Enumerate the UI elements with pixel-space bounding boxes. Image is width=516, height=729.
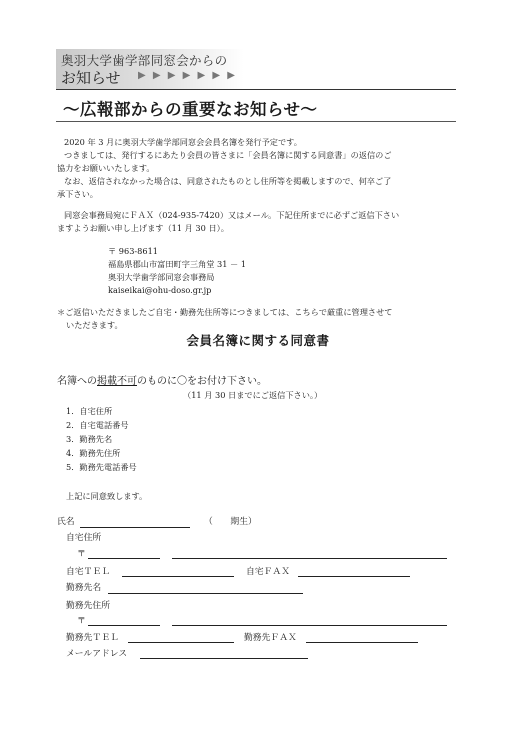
work-tel-label: 勤務先ＴＥＬ xyxy=(66,633,119,643)
body-paragraph-4-line-1: 同窓会事務局宛にＦＡＸ（024-935-7420）又はメール。下記住所までに必ずご返信下さい xyxy=(64,210,400,220)
arrow-icon: ▶ ▶ ▶ ▶ ▶ ▶ ▶ xyxy=(138,70,237,81)
body-paragraph-3-line-2: 承下さい。 xyxy=(57,189,98,199)
work-address-field[interactable] xyxy=(172,625,447,626)
address-office: 奥羽大学歯学部同窓会事務局 xyxy=(108,272,215,282)
home-tel-label: 自宅ＴＥＬ xyxy=(66,567,110,577)
address-postal: 〒 963-8611 xyxy=(108,246,159,256)
address-email: kaiseikai@ohu-doso.gr.jp xyxy=(108,285,212,295)
privacy-note-line-2: いただきます。 xyxy=(66,320,123,330)
work-address-label: 勤務先住所 xyxy=(66,601,110,611)
header-line1: 奥羽大学歯学部同窓会からの xyxy=(61,53,228,68)
header-line2: お知らせ xyxy=(61,69,121,87)
home-fax-field[interactable] xyxy=(298,576,410,577)
header-rule xyxy=(56,89,456,90)
instruction-emphasis: 掲載不可 xyxy=(97,376,137,387)
work-fax-field[interactable] xyxy=(306,642,418,643)
work-postal-label: 〒 xyxy=(77,616,86,626)
privacy-note-line-1: ＊ご返信いただきましたご自宅・勤務先住所等につきましては、こちらで厳重に管理させて xyxy=(57,307,393,317)
form-title: 会員名簿に関する同意書 xyxy=(186,333,330,348)
form-item-3[interactable]: 3．勤務先名 xyxy=(66,434,113,444)
form-item-2[interactable]: 2．自宅電話番号 xyxy=(66,420,129,430)
instruction-pre: 名簿への xyxy=(57,376,97,387)
email-field[interactable] xyxy=(140,658,308,659)
form-item-4[interactable]: 4．勤務先住所 xyxy=(66,448,121,458)
body-paragraph-2-line-1: つきましては、発行するにあたり会員の皆さまに「会員名簿に関する同意書」の返信のご xyxy=(64,150,392,160)
form-instruction xyxy=(57,372,267,387)
email-label: メールアドレス xyxy=(66,649,128,659)
name-field[interactable] xyxy=(80,527,190,528)
body-paragraph-2-line-2: 協力をお願いいたします。 xyxy=(57,163,155,173)
home-postal-label: 〒 xyxy=(77,549,86,559)
body-paragraph-4-line-2: ますようお願い申し上げます（11 月 30 日）。 xyxy=(57,223,229,233)
work-postal-field[interactable] xyxy=(88,625,160,626)
page-title: 〜広報部からの重要なお知らせ〜 xyxy=(63,100,318,119)
home-fax-label: 自宅ＦＡＸ xyxy=(246,567,290,577)
body-paragraph-1: 2020 年 3 月に奥羽大学歯学部同窓会会員名簿を発行予定です。 xyxy=(64,137,302,147)
home-address-field[interactable] xyxy=(172,558,447,559)
home-postal-field[interactable] xyxy=(88,558,160,559)
work-tel-field[interactable] xyxy=(128,642,234,643)
home-address-label: 自宅住所 xyxy=(66,533,102,543)
form-item-5[interactable]: 5．勤務先電話番号 xyxy=(66,462,137,472)
instruction-post: のものに〇をお付け下さい。 xyxy=(137,376,267,387)
work-fax-label: 勤務先ＦＡＸ xyxy=(244,633,297,643)
form-deadline: （11 月 30 日までにご返信下さい。） xyxy=(183,390,323,400)
workplace-label: 勤務先名 xyxy=(66,583,102,593)
title-rule xyxy=(56,121,456,122)
workplace-field[interactable] xyxy=(108,593,303,594)
form-item-1[interactable]: 1．自宅住所 xyxy=(66,406,113,416)
form-agree: 上記に同意致します。 xyxy=(66,491,148,501)
body-paragraph-3-line-1: なお、返信されなかった場合は、同意されたものとし住所等を掲載しますので、何卒ご了 xyxy=(64,176,392,186)
graduation-label: （ 期生） xyxy=(204,517,257,527)
address-street: 福島県郡山市富田町字三角堂 31 － 1 xyxy=(108,259,247,269)
name-label: 氏名 xyxy=(57,517,75,527)
home-tel-field[interactable] xyxy=(122,576,234,577)
